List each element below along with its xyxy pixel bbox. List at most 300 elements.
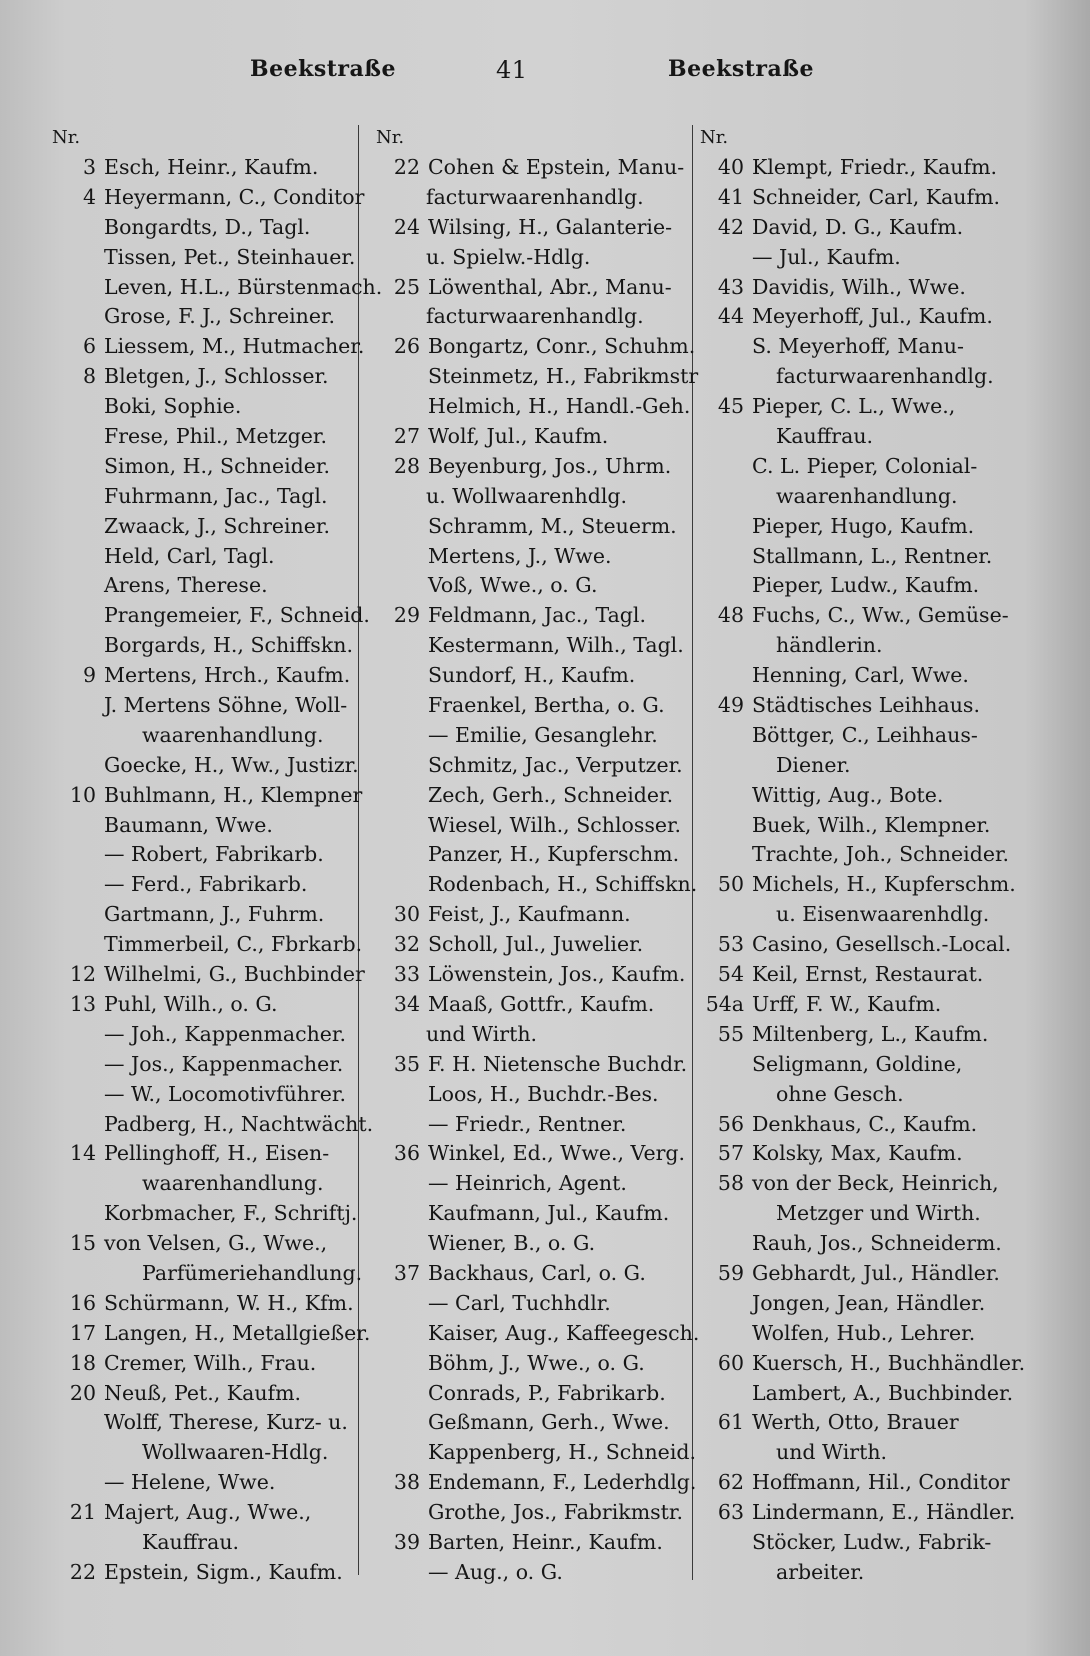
directory-entry <box>700 273 1020 303</box>
resident-entry: Tissen, Pet., Steinhauer. <box>104 244 356 269</box>
resident-entry: Pieper, Hugo, Kaufm. <box>752 513 975 538</box>
resident-entry: Padberg, H., Nachtwächt. <box>104 1111 374 1136</box>
house-number: 56 <box>717 1111 744 1136</box>
resident-entry: Zech, Gerh., Schneider. <box>428 782 674 807</box>
house-number: 43 <box>717 274 744 299</box>
resident-entry: Meyerhoff, Jul., Kaufm. <box>752 304 993 329</box>
house-number: 15 <box>69 1231 96 1256</box>
resident-entry: Baumann, Wwe. <box>104 812 273 837</box>
directory-entry <box>376 1050 688 1080</box>
directory-entry <box>700 1438 1020 1468</box>
resident-entry: und Wirth. <box>426 1021 538 1046</box>
resident-entry: Metzger und Wirth. <box>776 1201 981 1226</box>
directory-entry <box>52 1289 362 1319</box>
house-number: 37 <box>393 1260 420 1285</box>
resident-entry: Löwenthal, Abr., Manu- <box>428 274 672 299</box>
resident-entry: Kaiser, Aug., Kaffeegesch. <box>428 1320 700 1345</box>
resident-entry: waarenhandlung. <box>776 483 958 508</box>
house-number: 42 <box>717 214 744 239</box>
resident-entry: Bletgen, J., Schlosser. <box>104 364 329 389</box>
running-head-right: Beekstraße <box>668 56 814 82</box>
resident-entry: händlerin. <box>776 633 883 658</box>
resident-entry: S. Meyerhoff, Manu- <box>752 334 964 359</box>
resident-entry: Grose, F. J., Schreiner. <box>104 304 336 329</box>
resident-entry: Backhaus, Carl, o. G. <box>428 1260 646 1285</box>
resident-entry: Werth, Otto, Brauer <box>752 1410 959 1435</box>
house-number: 53 <box>717 932 744 957</box>
directory-entry <box>376 273 688 303</box>
directory-entry <box>52 153 362 183</box>
directory-entry <box>52 362 362 392</box>
resident-entry: Keil, Ernst, Restaurat. <box>752 962 984 987</box>
house-number: 45 <box>717 394 744 419</box>
resident-entry: Schmitz, Jac., Verputzer. <box>428 752 683 777</box>
directory-entry <box>52 1020 362 1050</box>
house-number: 58 <box>717 1171 744 1196</box>
resident-entry: Denkhaus, C., Kaufm. <box>752 1111 978 1136</box>
directory-entry <box>700 960 1020 990</box>
directory-entry <box>700 840 1020 870</box>
resident-entry: Pellinghoff, H., Eisen- <box>104 1141 330 1166</box>
directory-entry <box>52 661 362 691</box>
directory-entry <box>52 990 362 1020</box>
resident-entry: Helmich, H., Handl.-Geh. <box>428 394 691 419</box>
directory-entry <box>376 571 688 601</box>
resident-entry: Jongen, Jean, Händler. <box>752 1290 986 1315</box>
directory-entry <box>700 691 1020 721</box>
resident-entry: Löwenstein, Jos., Kaufm. <box>428 962 686 987</box>
resident-entry: Held, Carl, Tagl. <box>104 543 275 568</box>
directory-entry <box>376 452 688 482</box>
resident-entry: Zwaack, J., Schreiner. <box>104 513 330 538</box>
directory-entry <box>376 1319 700 1349</box>
resident-entry: — Carl, Tuchhdlr. <box>428 1290 611 1315</box>
resident-entry: Wittig, Aug., Bote. <box>752 782 944 807</box>
directory-entry <box>376 1498 688 1528</box>
resident-entry: Langen, H., Metallgießer. <box>104 1320 371 1345</box>
resident-entry: facturwaarenhandlg. <box>426 304 644 329</box>
resident-entry: Trachte, Joh., Schneider. <box>752 842 1010 867</box>
directory-entry <box>376 781 688 811</box>
directory-entry <box>700 542 1020 572</box>
directory-entry <box>700 422 1020 452</box>
directory-entry <box>700 1020 1020 1050</box>
directory-entry <box>52 721 362 751</box>
house-number: 59 <box>717 1260 744 1285</box>
directory-entry <box>376 1379 688 1409</box>
directory-entry <box>700 1289 1020 1319</box>
house-number: 26 <box>393 334 420 359</box>
resident-entry: Grothe, Jos., Fabrikmstr. <box>428 1500 683 1525</box>
directory-entry <box>700 1110 1020 1140</box>
directory-entry <box>376 302 688 332</box>
house-number: 12 <box>69 962 96 987</box>
resident-entry: Miltenberg, L., Kaufm. <box>752 1021 989 1046</box>
resident-entry: Neuß, Pet., Kaufm. <box>104 1380 302 1405</box>
directory-entry <box>700 1558 1020 1588</box>
resident-entry: ohne Gesch. <box>776 1081 904 1106</box>
directory-entry <box>52 840 362 870</box>
resident-entry: Schürmann, W. H., Kfm. <box>104 1290 354 1315</box>
resident-entry: Esch, Heinr., Kaufm. <box>104 155 319 179</box>
directory-entry <box>700 631 1020 661</box>
directory-entry <box>376 721 688 751</box>
directory-column-2 <box>376 123 700 1588</box>
resident-entry: Heyermann, C., Conditor <box>104 184 365 209</box>
house-number: 22 <box>69 1559 96 1584</box>
house-number: 63 <box>717 1500 744 1525</box>
resident-entry: Stöcker, Ludw., Fabrik- <box>752 1529 992 1554</box>
resident-entry: David, D. G., Kaufm. <box>752 214 964 239</box>
directory-entry <box>376 631 688 661</box>
resident-entry: u. Eisenwaarenhdlg. <box>776 902 990 927</box>
directory-entry <box>52 332 365 362</box>
house-number: 8 <box>82 364 96 389</box>
resident-entry: — Emilie, Gesanglehr. <box>428 722 658 747</box>
resident-entry: Wilsing, H., Galanterie- <box>428 214 673 239</box>
resident-entry: Wolff, Therese, Kurz- u. <box>104 1410 348 1435</box>
directory-entry <box>376 482 688 512</box>
directory-entry <box>700 1498 1020 1528</box>
resident-entry: — Robert, Fabrikarb. <box>104 842 324 867</box>
resident-entry: Wilhelmi, G., Buchbinder <box>104 962 365 987</box>
resident-entry: Böhm, J., Wwe., o. G. <box>428 1350 645 1375</box>
house-number: 13 <box>69 991 96 1016</box>
house-number: 40 <box>717 155 744 179</box>
directory-entry <box>52 960 365 990</box>
resident-entry: — Jos., Kappenmacher. <box>104 1051 344 1076</box>
resident-entry: Henning, Carl, Wwe. <box>752 663 969 688</box>
house-number: 10 <box>69 782 96 807</box>
resident-entry: Michels, H., Kupferschm. <box>752 872 1016 897</box>
resident-entry: Prangemeier, F., Schneid. <box>104 603 370 628</box>
resident-entry: u. Spielw.-Hdlg. <box>426 244 591 269</box>
directory-entry <box>700 900 1020 930</box>
directory-entry <box>376 960 688 990</box>
house-number: 55 <box>717 1021 744 1046</box>
nr-label: Nr. <box>376 127 405 148</box>
resident-entry: Schneider, Carl, Kaufm. <box>752 184 1001 209</box>
directory-entry <box>700 721 1020 751</box>
resident-entry: Fraenkel, Bertha, o. G. <box>428 693 665 718</box>
resident-entry: Kolsky, Max, Kaufm. <box>752 1141 963 1166</box>
directory-entry <box>52 1498 362 1528</box>
directory-entry <box>376 422 688 452</box>
directory-entry <box>700 1528 1020 1558</box>
house-number: 60 <box>717 1350 744 1375</box>
resident-entry: Epstein, Sigm., Kaufm. <box>104 1559 343 1584</box>
resident-entry: Hoffmann, Hil., Conditor <box>752 1470 1010 1495</box>
directory-entry <box>376 1229 688 1259</box>
directory-entry <box>376 840 688 870</box>
directory-entry <box>52 781 362 811</box>
directory-entry <box>700 362 1020 392</box>
resident-entry: Beyenburg, Jos., Uhrm. <box>428 453 672 478</box>
directory-entry <box>376 1349 688 1379</box>
directory-entry <box>700 183 1020 213</box>
directory-entry <box>376 1438 697 1468</box>
resident-entry: J. Mertens Söhne, Woll- <box>104 693 348 718</box>
house-number: 4 <box>82 184 96 209</box>
resident-entry: — Friedr., Rentner. <box>428 1111 627 1136</box>
directory-entry <box>376 392 691 422</box>
directory-entry <box>700 930 1020 960</box>
directory-entry <box>52 1379 362 1409</box>
house-number: 54 <box>717 962 744 987</box>
directory-entry <box>700 512 1020 542</box>
house-number: 9 <box>82 663 96 688</box>
directory-entry <box>700 751 1020 781</box>
house-number: 35 <box>393 1051 420 1076</box>
directory-entry <box>700 1468 1020 1498</box>
directory-entry <box>376 751 688 781</box>
directory-entry <box>700 1199 1020 1229</box>
directory-entry <box>700 1080 1020 1110</box>
resident-entry: Cohen & Epstein, Manu- <box>428 155 685 179</box>
house-number: 36 <box>393 1141 420 1166</box>
directory-entry <box>700 1259 1020 1289</box>
resident-entry: Pieper, C. L., Wwe., <box>752 394 956 419</box>
resident-entry: Wolf, Jul., Kaufm. <box>428 424 609 449</box>
resident-entry: Steinmetz, H., Fabrikmstr <box>428 364 699 389</box>
directory-entry <box>52 1169 362 1199</box>
resident-entry: Wiesel, Wilh., Schlosser. <box>428 812 682 837</box>
resident-entry: Puhl, Wilh., o. G. <box>104 991 278 1016</box>
directory-entry <box>52 1558 362 1588</box>
directory-entry <box>700 601 1020 631</box>
resident-entry: Mertens, J., Wwe. <box>428 543 612 568</box>
resident-entry: Buhlmann, H., Klempner <box>104 782 363 807</box>
directory-entry <box>52 1349 362 1379</box>
directory-entry <box>52 1080 362 1110</box>
resident-entry: Winkel, Ed., Wwe., Verg. <box>428 1141 686 1166</box>
resident-entry: Rauh, Jos., Schneiderm. <box>752 1231 1002 1256</box>
resident-entry: Majert, Aug., Wwe., <box>104 1500 312 1525</box>
resident-entry: von der Beck, Heinrich, <box>752 1171 999 1196</box>
resident-entry: — Jul., Kaufm. <box>752 244 901 269</box>
resident-entry: Stallmann, L., Rentner. <box>752 543 993 568</box>
resident-entry: — Joh., Kappenmacher. <box>104 1021 346 1046</box>
directory-entry <box>376 1468 697 1498</box>
house-number: 50 <box>717 872 744 897</box>
directory-entry <box>52 183 365 213</box>
directory-entry <box>700 990 1020 1020</box>
resident-entry: — W., Locomotivführer. <box>104 1081 346 1106</box>
directory-entry <box>700 1139 1020 1169</box>
resident-entry: arbeiter. <box>776 1559 865 1584</box>
resident-entry: F. H. Nietensche Buchdr. <box>428 1051 688 1076</box>
directory-entry <box>52 1319 371 1349</box>
resident-entry: Kauffrau. <box>142 1529 240 1554</box>
house-number: 16 <box>69 1290 96 1315</box>
house-number: 3 <box>82 155 96 179</box>
directory-entry <box>52 243 362 273</box>
directory-entry <box>700 1379 1020 1409</box>
directory-entry <box>700 482 1020 512</box>
directory-entry <box>376 1110 688 1140</box>
resident-entry: C. L. Pieper, Colonial- <box>752 453 978 478</box>
directory-entry <box>376 870 698 900</box>
directory-entry <box>52 811 362 841</box>
directory-entry <box>376 1558 688 1588</box>
directory-entry <box>376 1289 688 1319</box>
house-number: 29 <box>393 603 420 628</box>
resident-entry: Diener. <box>776 752 851 777</box>
resident-entry: Parfümeriehandlung. <box>142 1260 363 1285</box>
directory-entry <box>52 1468 362 1498</box>
house-number: 14 <box>69 1141 96 1166</box>
directory-entry <box>52 422 362 452</box>
resident-entry: Davidis, Wilh., Wwe. <box>752 274 966 299</box>
resident-entry: Boki, Sophie. <box>104 394 242 419</box>
resident-entry: Rodenbach, H., Schiffskn. <box>428 872 698 897</box>
resident-entry: Buek, Wilh., Klempner. <box>752 812 991 837</box>
directory-entry <box>52 1438 362 1468</box>
directory-entry <box>376 1169 688 1199</box>
resident-entry: Urff, F. W., Kaufm. <box>752 991 942 1016</box>
resident-entry: Böttger, C., Leihhaus- <box>752 722 978 747</box>
house-number: 57 <box>717 1141 744 1166</box>
resident-entry: Kappenberg, H., Schneid. <box>428 1440 697 1465</box>
directory-entry <box>376 811 688 841</box>
directory-entry <box>700 571 1020 601</box>
directory-entry <box>52 1199 362 1229</box>
house-number: 34 <box>393 991 420 1016</box>
resident-entry: Fuhrmann, Jac., Tagl. <box>104 483 328 508</box>
resident-entry: Maaß, Gottfr., Kaufm. <box>428 991 655 1016</box>
resident-entry: Casino, Gesellsch.-Local. <box>752 932 1012 957</box>
resident-entry: Arens, Therese. <box>104 573 268 598</box>
house-number: 49 <box>717 693 744 718</box>
directory-entry <box>376 1259 688 1289</box>
resident-entry: — Aug., o. G. <box>428 1559 563 1584</box>
resident-entry: Lambert, A., Buchbinder. <box>752 1380 1014 1405</box>
resident-entry: facturwaarenhandlg. <box>426 184 644 209</box>
directory-entry <box>700 243 1020 273</box>
directory-entry <box>52 751 362 781</box>
directory-entry <box>376 362 699 392</box>
directory-entry <box>52 1259 362 1289</box>
resident-entry: Kuersch, H., Buchhändler. <box>752 1350 1026 1375</box>
directory-entry <box>700 452 1020 482</box>
resident-entry: Bongartz, Conr., Schuhm. <box>428 334 696 359</box>
resident-entry: Feldmann, Jac., Tagl. <box>428 603 646 628</box>
directory-entry <box>376 243 688 273</box>
resident-entry: Liessem, M., Hutmacher. <box>104 334 365 359</box>
house-number: 18 <box>69 1350 96 1375</box>
resident-entry: — Heinrich, Agent. <box>428 1171 627 1196</box>
directory-entry <box>700 870 1020 900</box>
resident-entry: Frese, Phil., Metzger. <box>104 424 327 449</box>
house-number: 62 <box>717 1470 744 1495</box>
house-number: 33 <box>393 962 420 987</box>
directory-column-1 <box>52 123 383 1588</box>
resident-entry: u. Wollwaarenhdlg. <box>426 483 628 508</box>
house-number: 6 <box>82 334 96 359</box>
directory-entry <box>52 601 370 631</box>
directory-entry <box>52 482 362 512</box>
directory-entry <box>376 601 688 631</box>
resident-entry: Schramm, M., Steuerm. <box>428 513 677 538</box>
resident-entry: Klempt, Friedr., Kaufm. <box>752 155 998 179</box>
directory-entry <box>700 213 1020 243</box>
directory-entry <box>376 332 696 362</box>
house-number: 20 <box>69 1380 96 1405</box>
directory-entry <box>700 1349 1026 1379</box>
directory-entry <box>52 930 362 960</box>
directory-entry <box>700 1319 1020 1349</box>
directory-entry <box>700 332 1020 362</box>
house-number: 54a <box>705 991 744 1016</box>
resident-entry: Scholl, Jul., Juwelier. <box>428 932 644 957</box>
directory-entry <box>52 1528 362 1558</box>
house-number: 48 <box>717 603 744 628</box>
directory-entry <box>376 930 688 960</box>
house-number: 25 <box>393 274 420 299</box>
resident-entry: Loos, H., Buchdr.-Bes. <box>428 1081 659 1106</box>
directory-entry <box>52 512 362 542</box>
house-number: 27 <box>393 424 420 449</box>
directory-entry <box>52 392 362 422</box>
directory-entry <box>52 571 362 601</box>
resident-entry: facturwaarenhandlg. <box>776 364 994 389</box>
resident-entry: Timmerbeil, C., Fbrkarb. <box>104 932 363 957</box>
directory-entry <box>376 1139 688 1169</box>
resident-entry: Wiener, B., o. G. <box>428 1231 596 1256</box>
resident-entry: Wollwaaren-Hdlg. <box>142 1440 329 1465</box>
directory-entry <box>700 811 1020 841</box>
directory-entry <box>52 870 362 900</box>
directory-entry <box>52 691 362 721</box>
house-number: 41 <box>717 184 744 209</box>
directory-entry <box>52 900 362 930</box>
directory-entry <box>376 1020 688 1050</box>
directory-entry <box>52 631 362 661</box>
resident-entry: Barten, Heinr., Kaufm. <box>428 1529 663 1554</box>
resident-entry: Voß, Wwe., o. G. <box>428 573 598 598</box>
directory-entry <box>376 1528 688 1558</box>
house-number: 30 <box>393 902 420 927</box>
resident-entry: waarenhandlung. <box>142 1171 324 1196</box>
resident-entry: Bongardts, D., Tagl. <box>104 214 311 239</box>
directory-column-3 <box>700 123 1026 1588</box>
resident-entry: Kestermann, Wilh., Tagl. <box>428 633 684 658</box>
house-number: 22 <box>393 155 420 179</box>
directory-entry <box>376 183 688 213</box>
house-number: 21 <box>69 1500 96 1525</box>
resident-entry: Simon, H., Schneider. <box>104 453 330 478</box>
house-number: 61 <box>717 1410 744 1435</box>
resident-entry: Feist, J., Kaufmann. <box>428 902 631 927</box>
directory-entry <box>52 273 383 303</box>
resident-entry: Pieper, Ludw., Kaufm. <box>752 573 980 598</box>
resident-entry: — Ferd., Fabrikarb. <box>104 872 308 897</box>
directory-entry <box>52 1229 362 1259</box>
directory-entry <box>700 302 1020 332</box>
resident-entry: Cremer, Wilh., Frau. <box>104 1350 317 1375</box>
resident-entry: Seligmann, Goldine, <box>752 1051 963 1076</box>
directory-entry <box>376 1080 688 1110</box>
resident-entry: Borgards, H., Schiffskn. <box>104 633 353 658</box>
resident-entry: Leven, H.L., Bürstenmach. <box>104 274 383 299</box>
directory-entry <box>52 213 362 243</box>
resident-entry: Lindermann, E., Händler. <box>752 1500 1016 1525</box>
house-number: 32 <box>393 932 420 957</box>
directory-entry <box>376 542 688 572</box>
directory-entry <box>376 1408 688 1438</box>
resident-entry: Wolfen, Hub., Lehrer. <box>752 1320 976 1345</box>
directory-entry <box>700 1050 1020 1080</box>
